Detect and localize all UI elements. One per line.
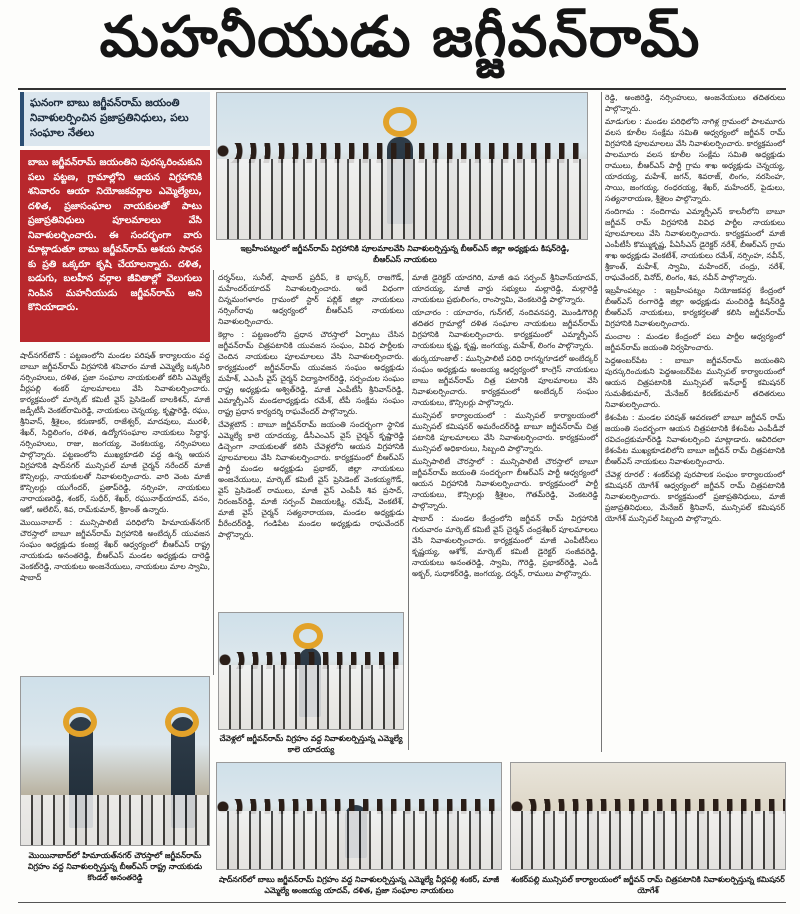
crowd [21,795,209,845]
crowd [219,665,403,729]
column-1 [20,350,210,670]
article-yacharam: యాచారం : యాచారం, గున్‌గల్, నందివనపర్తి, మొండిగౌరెల్లి తదితర గ్రామాల్లో దళిత సంఘాల నాయకులు జగ్జీవన్‌రామ్ విగ్రహానికి నివాళులర్పించారు. కార్యక్రమంలో ఎమ్మార్పీఎస్ నాయకులు కృష్ణ, కృష్ణ, జంగయ్య, మహేశ్, లింగం పాల్గొన్నారు. [412,308,598,350]
article-municipal-office: మున్సిపల్ కార్యాలయంలో : మున్సిపల్ కార్యాలయంలో మున్సిపల్ కమిషనర్ అమరేందర్‌రెడ్డి బాబూ జగ్జీవన్‌రామ్ చిత్ర పటానికి పూలమాలలు వేసి నివాళులర్పించారు. కార్యక్రమంలో మున్సిపల్ అధికారులు, సిబ్బంది పాల్గొన్నారు. [412,411,598,453]
garland-shape [63,707,97,737]
column-2 [218,272,404,610]
column-divider [408,270,409,750]
article-peddaamberpet: పెద్దఅంబర్‌పేట : బాబూ జగ్జీవన్‌రామ్ జయంతిని పురస్కరించుకుని పెద్దఅంబర్‌పేట మున్సిపల్ కార్యాలయంలో ఆయన చిత్రపటానికి మున్సిపల్ ఇన్‌ఛార్జ్ కమిషనర్ సుమతీకుమార్, మేనేజర్ కిరణ్‌కుమార్ తదితరులు నివాళులర్పించారు. [605,356,785,409]
article-turkayamjal: తుర్కయాంజాల్ : మున్సిపాలిటీ పరిధి రాగన్నగూడలో అంబేద్కర్ సంఘం అధ్యక్షుడు అంజయ్య ఆధ్వర్యంలో కాంగ్రెస్ నాయకులు బాబు జగ్జీవన్‌రామ్ చిత్ర పటానికి పూలమాలలు వేసి నివాళులర్పించారు. కార్యక్రమంలో అంబేద్కర్ సంఘం నాయకులు, కౌన్సిలర్లు పాల్గొన్నారు. [412,354,598,407]
column-3 [412,272,598,752]
article-moinabad: మొయినాబాద్ : మున్సిపాలిటీ పరిధిలోని హిమాయత్‌నగర్ చౌరస్తాలో బాబూ జగ్జీవన్‌రామ్ విగ్రహానికి అంబేద్కర్ యువజన సంఘం అధ్యక్షుడు కంజర్ల శేఖర్ ఆధ్వర్యంలో బీఆర్‌ఎస్ రాష్ట్ర నాయకుడు అనంతరెడ్డి, బీఆర్‌ఎస్ మండల అధ్యక్షుడు దారెడ్డి వెంకట్‌రెడ్డి, నాయకులు అంజనేయులు, నాయకులు మాల స్వామి, షాబాద్ [20,518,210,582]
headline-rule [18,88,786,90]
article-manchala: మంచాల : మండల కేంద్రంలో పలు పార్టీల ఆధ్వర్యంలో జగ్జీవన్‌రామ్ జయంతి నిర్వహించారు. [605,332,785,352]
footer-rule [18,902,786,903]
article-nandigama: నందిగామ : నందిగామ ఎమ్మార్పీఎస్ కాలనీలోని బాబూ జగ్జీవన్ రామ్ విగ్రహానికి వివిధ పార్టీల నాయకులు పూలమాలలు వేసి నివాళులర్పించారు. కార్యక్రమంలో మాజీ ఎంపీటీసీ కొమ్ముకృష్ణ, పీఏసీఎస్ డైరెక్టర్ నరేశ్, బీఆర్‌ఎస్ గ్రామ శాఖ అధ్యక్షుడు వెంకటేశ్, నాయకులు రమేశ్, నర్సింహ, నవీన్, శ్రీకాంత్, మహేశ్, స్వామి, మహేందర్, చంద్రు, నరేశ్, రాఘవేందర్, వినోద్, లింగం, శివ, నవీన్ పాల్గొన్నారు. [605,207,785,282]
caption-top-photo: ఇబ్రహీంపట్నంలో జగ్జీవన్‌రామ్ విగ్రహానికి పూలమాలవేసి నివాళులర్పిస్తున్న బీఆర్‌ఎస్ జిల్లా అధ్యక్షుడు కిషన్‌రెడ్డి, బీఆర్‌ఎస్ నాయకులు [240,244,570,264]
article-municipal-chowrasta: మున్సిపాలిటీ చౌరస్తాలో : మున్సిపాలిటీ చౌరస్తాలో బాబూ జగ్జీవన్‌రామ్ జయంతి సందర్భంగా బీఆర్‌ఎస్ పార్టీ ఆధ్వర్యంలో ఆయన విగ్రహానికి నివాళులర్పించారు. కార్యక్రమంలో పార్టీ నాయకులు, కౌన్సిలర్లు శ్రీశైలం, గౌతమ్‌రెడ్డి, వెంకటరెడ్డి పాల్గొన్నారు. [412,457,598,510]
photo-chevella [218,612,404,730]
photo-shankarpally [510,762,786,870]
crowd [217,811,501,869]
article-shabad: షాబాద్ : మండల కేంద్రంలోని జగ్జీవన్ రామ్ విగ్రహానికి గురువారం మార్కెట్ కమిటీ వైస్ చైర్మన్ చంద్రశేఖర్ పూలమాలలు వేసి నివాళులర్పించారు. కార్యక్రమంలో మాజీ ఎంపీటీసీలు కృష్ణయ్య, ఆశోక్, మార్కెట్ కమిటీ డైరెక్టర్ సంజీవరెడ్డి, నాయకులు అనంతరెడ్డి, స్వామి, గౌరెడ్డి, ప్రభాకర్‌రెడ్డి, ఎండీ అక్బర్, సుధాకర్‌రెడ్డి, జంగయ్య, దర్శన్, రాములు పాల్గొన్నారు. [412,514,598,578]
lead-text: బాబు జగ్జీవన్‌రామ్ జయంతిని పురస్కరించుకుని పలు పట్టణ, గ్రామాల్లోని ఆయన విగ్రహానికి శనివారం ఆయా నియోజకవర్గాల ఎమ్మెల్యేలు, దళిత, ప్రజాసంఘాల నాయకులతో పాటు ప్రజాప్రతినిధులు పూలమాలలు వేసి నివాళులర్పించారు. ఈ సందర్భంగా వారు మాట్లాడుతూ బాబు జగ్జీవన్‌రామ్ ఆశయ సాధన కు ప్రతి ఒక్కరూ కృషి చేయాలన్నారు. దళిత, బడుగు, బలహీన వర్గాల జీవితాల్లో వెలుగులు నింపిన మహనీయుడు జగ్జీవన్‌రామ్ అని కొనియాడారు. [28,157,202,313]
article-ibrahimpatnam: ఇబ్రహీంపట్నం : ఇబ్రహీంపట్నం నియోజకవర్గ కేంద్రంలో బీఆర్‌ఎస్ రంగారెడ్డి జిల్లా అధ్యక్షుడు మంచిరెడ్డి కిషన్‌రెడ్డి బీఆర్‌ఎస్ నాయకులు, కార్యకర్తలతో కలిసి జగ్జీవన్‌రామ్ విగ్రహానికి నివాళులర్పించారు. [605,286,785,328]
subhead-box [20,92,210,146]
column-4 [605,92,785,752]
photo-shadnagar [216,762,502,870]
article-kellam: కెల్లాం : పట్టణంలోని ప్రధాన చౌరస్తాలో ఏర్పాటు చేసిన జగ్జీవన్‌రామ్ చిత్రపటానికి యువజన సంఘం, వివిధ పార్టీలకు చెందిన నాయకులు పూలమాలలు వేసి నివాళులర్పించారు. కార్యక్రమంలో జగ్జీవన్‌రామ్ యువజన సంఘం అధ్యక్షుడు మహేశ్, ఎఎంసీ వైస్ చైర్మన్ విద్యాసాగర్‌రెడ్డి, సర్పంచుల సంఘం రాష్ట్ర అధ్యక్షుడు అశ్విత్‌రెడ్డి, మాజీ ఎంపీటీసీ శ్రీనివాస్‌రెడ్డి, ఎమ్మార్పీఎస్ మండలాధ్యక్షుడు రమేశ్, టీపీ సంక్షేమ సంఘం రాష్ట్ర ప్రధాన కార్యదర్శి రాఘవేందర్ పాల్గొన్నారు. [218,330,404,416]
subhead: ఘనంగా బాబు జగ్జీవన్‌రామ్ జయంతి నివాళులర్పించిన ప్రజాప్రతినిధులు, పలు సంఘాల నేతలు [30,97,189,139]
article-shabad-cont: దర్శన్‌లు, సునీల్, షాబాద్ ప్రదీప్, కె భాస్కర్, రాజగౌడ్, మహేందర్‌యాదవ్ నివాళులర్పించారు. అదే విధంగా చిన్నమంగళారం గ్రామంలో స్టార్ పబ్లిక్ జిల్లా నాయకులు నర్సింగ్‌రావు ఆధ్వర్యంలో బీఆర్‌ఎస్ నాయకులు నివాళులర్పించారు. [218,273,404,326]
caption-shadnagar: షాద్‌నగర్‌లో బాబు జగ్జీవన్‌రామ్ విగ్రహం వద్ద నివాళులర్పిస్తున్న ఎమ్మెల్యే వీర్లపల్లి శంకర్, మాజీ ఎమ్మెల్యే అంజయ్య యాదవ్, దళిత, ప్రజా సంఘాల నాయకులు [218,875,500,895]
column-divider [213,270,214,675]
photo-moinabad [20,676,210,846]
article-madugula: మాడుగుల : మండల పరిధిలోని నాగిళ్ల గ్రామంలో పాలమూరు వలస కూలీల సంక్షేమ సమితి ఆధ్వర్యంలో జగ్జీవన్ రామ్ విగ్రహానికి పూలమాలలు వేసి నివాళులర్పించారు. కార్యక్రమంలో పాలమూరు వలస కూలీల సంక్షేమ సమితి అధ్యక్షుడు రాములు, బీఆర్‌ఎస్ పార్టీ గ్రామ శాఖ అధ్యక్షుడు చెన్నయ్య, యాదయ్య, మహేశ్, జగన్, శివరాజ్, లింగం, నరసింహ, సాయి, జంగయ్య, రంధరయ్య, శేఖర్, మహేందర్, పైడులు, సత్యనారాయణ, శ్రీశైలం పాల్గొన్నారు. [605,117,785,203]
garland-shape [165,707,199,737]
crowd [217,159,587,239]
crowd [511,811,785,869]
photo-ibrahimpatnam [216,92,588,240]
article-village: మాజీ డైరెక్టర్ యాదగిరి, మాజీ ఉప సర్పంచ్ శ్రీనివాస్‌యాదవ్, యాదయ్య, మాజీ వార్డు సభ్యులు మల్లారెడ్డి, మల్లారెడ్డి నాయకులు ప్రభులింగం, రాంస్వామి, వెంకటరెడ్డి పాల్గొన్నారు. [412,273,598,304]
article-chevella-town: చేవెళ్లటౌన్ : బాబూ జగ్జీవన్‌రామ్ జయంతి సందర్భంగా స్థానిక ఎమ్మెల్యే కాలె యాదయ్య, డీసీఎంఎస్ వైస్ చైర్మన్ కృష్ణారెడ్డి డిచ్చెంగా నాయకులతో కలిసి చేవెళ్లలోని ఆయన విగ్రహానికి పూలమాలలు వేసి నివాళులర్పించారు. కార్యక్రమంలో బీఆర్‌ఎస్ పార్టీ మండల అధ్యక్షుడు ప్రభాకర్, జిల్లా నాయకులు అంజనేయులు, మార్కెట్ కమిటీ వైస్ ప్రెసిడెంట్ వెంకయ్యగౌడ్, వైస్ ప్రెసిడెంట్ రాములు, మాజీ వైస్ ఎంపీపీ శివ ప్రసాద్, నిరంజన్‌రెడ్డి, మాజీ సర్పంచ్ విజయలక్ష్మి, రమేష్, వెంకటేశ్, మాజీ వైస్ చైర్మన్ సత్యనారాయణ, మండల అధ్యక్షుడు వీరేందర్‌రెడ్డి, గండిపేట మండల అధ్యక్షుడు రాఘవేందర్ పాల్గొన్నారు. [218,420,404,539]
caption-shankarpally: శంకర్‌పల్లి మున్సిపల్ కార్యాలయంలో జగ్జీవన్ రామ్ చిత్రపటానికి నివాళులర్పిస్తున్న కమిషనర్ యోగేశ్ [511,875,785,895]
article-keshampet: కేశంపేట : మండల పరిషత్ ఆవరణలో బాబూ జగ్జీవన్ రామ్ జయంతి సందర్భంగా ఆయన చిత్రపటానికి కేశంపేట ఎంపీడీవో రవిచంద్రకుమార్‌రెడ్డి నివాళులర్పించి మాట్లాడారు. ఆవిరిదలా కేశంపేట ముఖ్యకూడలిలోని బాబూ జగ్జీవన్ రామ్ చిత్రపటానికి బీఆర్‌ఎస్ నాయకులు నివాళులర్పించారు. [605,413,785,466]
article-cont: రెడ్డి, అంజిరెడ్డి, నర్సింహులు, అంజనేయులు తదితరులు పాల్గొన్నారు. [605,93,785,113]
garland-shape [293,623,323,649]
garland-shape [383,107,417,137]
article-shadnagar: షాద్‌నగర్‌టౌన్ : పట్టణంలోని మండల పరిషత్ కార్యాలయం వద్ద బాబూ జగ్జీవన్‌రామ్ విగ్రహానికి శనివారం మాజీ ఎమ్మెల్యే ఒక్కసిరి నర్సింహులు, దళిత, ప్రజా సంఘాల నాయకులతో కలిసి ఎమ్మెల్యే వీర్లపల్లి శంకర్ పూలమాలలు వేసి నివాళులర్పించారు. కార్యక్రమంలో మార్కెట్ కమిటీ వైస్ ప్రెసిడెంట్ బాలకిశన్, మాజీ జడ్పీటీసీ వెంకట్‌రామిరెడ్డి, నాయకులు చెన్నయ్య, కృష్ణారెడ్డి, రఘు, శ్రీనివాస్, శ్రీశైలం, కరుణాకర్, రాజేశ్వర్, మాదవులు, మురళీ, శేఖర్, సిద్దిలింగం, దళిత, ఉద్యోగసంఘాల నాయకులు సిద్ధార్థ, నర్సింహులు, రాజు, జంగయ్య, వెంకటయ్య, నర్సింహులు పాల్గొన్నారు. పట్టణంలోని ముఖ్యకూడలి వద్ద ఉన్న ఆయన విగ్రహానికి షాద్‌నగర్ మున్సిపల్ మాజీ చైర్మన్ నరేందర్ మాజీ కౌన్సిలర్లు, నాయకులతో నివాళులర్పించారు. వారి వెంట మాజీ కౌన్సిలర్లు యుగేందర్, ప్రతాప్‌రెడ్డి, నర్సింహ, నాయకులు నారాయణరెడ్డి, శంకర్, సుధీర్, శేఖర్, రఘునాథ్‌యాదవ్, వనం, ఆకో, ఆలేలిస్, శివ, రామ్‌కుమార్, శ్రీకాంత్ ఉన్నారు. [20,351,210,514]
column-divider [601,92,602,752]
article-chevella-rural: చేవెళ్ల రూరల్ : శంకర్‌పల్లి పురపాలక సంఘం కార్యాలయంలో కమిషనర్ యోగేశ్ ఆధ్వర్యంలో జగ్జీవన్ రామ్ చిత్రపటానికి నివాళులర్పించారు. కార్యక్రమంలో ప్రజాప్రతినిధులు, మాజీ ప్రజాప్రతినిధులు, మేనేజర్ శ్రీనివాస్, మున్సిపల్ కమిషనర్ యోగేశ్ మున్సిపల్ సిబ్బంది పాల్గొన్నారు. [605,470,785,523]
caption-chevella: చేవెళ్లలో జగ్జీవన్‌రామ్ విగ్రహం వద్ద నివాళులర్పిస్తున్న ఎమ్మెల్యే కాలె యాదయ్య [219,734,403,754]
caption-moinabad: మొయినాబాద్‌లో హిమాయత్‌నగర్ చౌరస్తాలో జగ్జీవన్‌రామ్ విగ్రహం వద్ద నివాళులర్పిస్తున్న బీఆర్‌ఎస్ రాష్ట్ర నాయకుడు కొండల్ అనంతరెడ్డి [27,851,203,882]
headline: మహనీయుడు జగ్జీవన్‌రామ్ [99,4,701,70]
lead-box [20,150,210,342]
